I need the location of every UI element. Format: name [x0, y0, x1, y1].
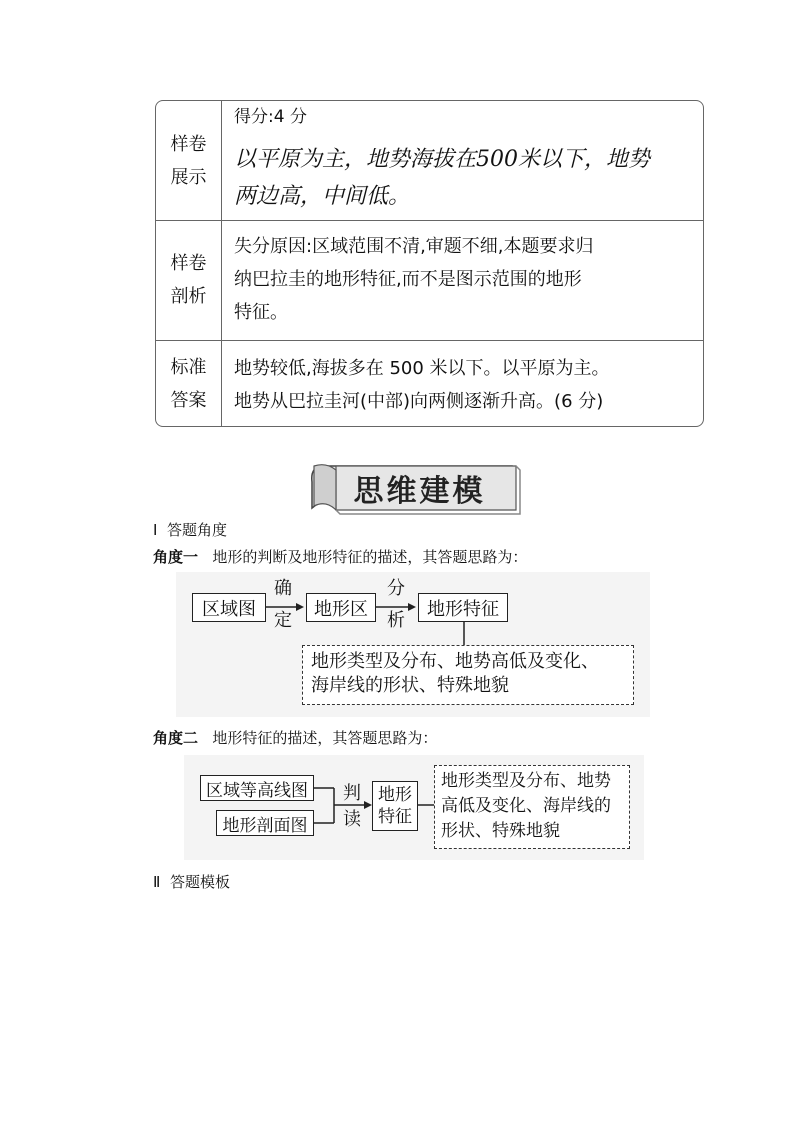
detail-line: 地形类型及分布、地势	[441, 771, 611, 791]
label-line: 样卷	[170, 133, 207, 155]
box-landform-features	[372, 781, 418, 831]
banner-title: 思维建模	[353, 474, 486, 509]
analysis-text	[234, 230, 693, 329]
handwritten-line: 两边高，中间低。	[234, 184, 411, 209]
box-landform-region: 地形区	[306, 593, 376, 622]
detail-line: 海岸线的形状、特殊地貌	[311, 675, 509, 696]
text-line: 特征。	[234, 302, 288, 323]
section-title: 答题角度	[166, 521, 227, 539]
arrow-label-analyze-top: 分	[387, 578, 405, 599]
standard-answer-text	[234, 352, 693, 418]
box-landform-features: 地形特征	[418, 593, 508, 622]
score-text: 得分:4 分	[234, 107, 307, 127]
row-label	[156, 340, 222, 427]
box-line: 特征	[378, 807, 412, 827]
angle-label: 角度一	[153, 548, 199, 566]
text-line: 失分原因:区域范围不清,审题不细,本题要求归	[234, 236, 594, 257]
arrow-label-determine-top: 确	[274, 578, 292, 599]
row-label	[156, 220, 222, 340]
table-row-analysis	[156, 220, 703, 341]
label-line: 标准	[170, 357, 207, 378]
box-contour-map: 区域等高线图	[200, 775, 314, 801]
section-numeral: Ⅱ	[153, 873, 161, 891]
text-line: 纳巴拉圭的地形特征,而不是图示范围的地形	[234, 269, 582, 290]
angle-label: 角度二	[153, 729, 199, 747]
label-line: 答案	[170, 390, 207, 411]
box-line: 地形	[378, 785, 412, 805]
answer-flow-diagram-1	[176, 572, 650, 717]
section-banner	[306, 460, 522, 515]
landform-feature-details	[302, 645, 634, 705]
table-row-standard-answer	[156, 340, 703, 427]
arrow-label-read-top: 判	[343, 783, 361, 804]
answer-flow-diagram-2	[184, 755, 644, 860]
detail-line: 高低及变化、海岸线的	[441, 796, 611, 816]
section-heading-1	[153, 519, 227, 540]
handwritten-line: 以平原为主，地势海拔在500米以下，地势	[234, 147, 650, 172]
box-profile-map: 地形剖面图	[216, 810, 314, 836]
label-line: 剖析	[170, 286, 207, 307]
handwritten-answer	[234, 141, 693, 215]
arrow-label-read-bottom: 读	[343, 809, 361, 830]
text-line: 地势从巴拉圭河(中部)向两侧逐渐升高。(6 分)	[234, 391, 604, 412]
section-numeral: Ⅰ	[153, 521, 158, 539]
sample-paper-table	[155, 100, 704, 427]
section-heading-2	[153, 871, 230, 892]
detail-line: 地形类型及分布、地势高低及变化、	[311, 651, 599, 672]
section-title: 答题模板	[169, 873, 230, 891]
detail-line: 形状、特殊地貌	[441, 821, 560, 841]
table-row-sample-display	[156, 101, 703, 221]
angle-1-line	[153, 546, 527, 567]
text-line: 地势较低,海拔多在 500 米以下。以平原为主。	[234, 358, 610, 379]
label-line: 展示	[170, 166, 207, 188]
arrow-label-analyze-bottom: 析	[387, 610, 405, 631]
label-line: 样卷	[170, 253, 207, 274]
arrow-label-determine-bottom: 定	[274, 610, 292, 631]
row-label	[156, 101, 222, 220]
angle-text: 地形特征的描述，其答题思路为：	[212, 729, 438, 747]
angle-text: 地形的判断及地形特征的描述，其答题思路为：	[212, 548, 528, 566]
angle-2-line	[153, 727, 437, 748]
box-region-map: 区域图	[192, 593, 266, 622]
landform-feature-details	[434, 765, 630, 849]
